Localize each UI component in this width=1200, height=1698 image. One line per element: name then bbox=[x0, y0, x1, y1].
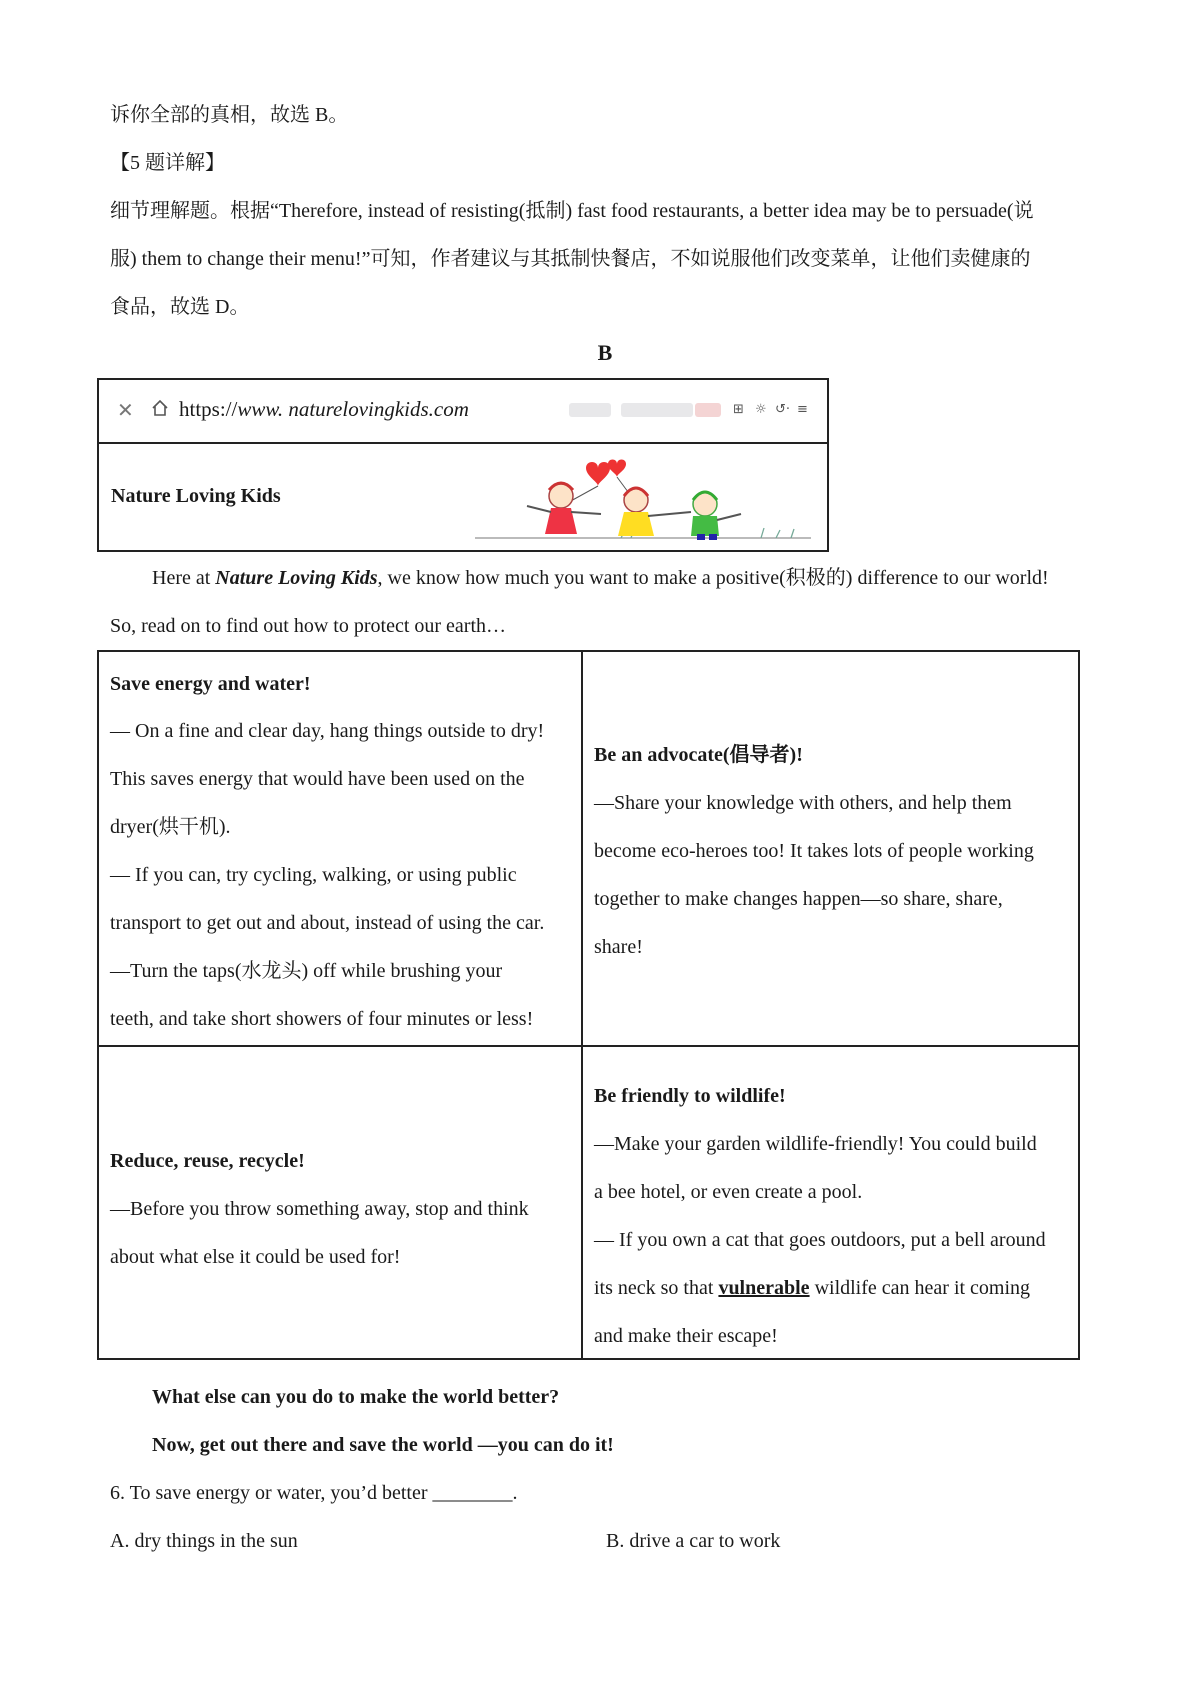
home-icon bbox=[151, 399, 169, 417]
site-title: Nature Loving Kids bbox=[111, 485, 281, 507]
cell-title: Be friendly to wildlife! bbox=[594, 1085, 786, 1107]
cell-line: — On a fine and clear day, hang things outside to dry! bbox=[110, 720, 545, 742]
cell-line: —Make your garden wildlife-friendly! You could build bbox=[594, 1133, 1037, 1155]
explanation-line: 诉你全部的真相，故选 B。 bbox=[110, 104, 349, 126]
cell-line: — If you can, try cycling, walking, or using public bbox=[110, 864, 517, 886]
closing-question: What else can you do to make the world better? bbox=[152, 1386, 560, 1408]
cell-line: —Before you throw something away, stop and think bbox=[110, 1198, 529, 1220]
option-a: A. dry things in the sun bbox=[110, 1530, 298, 1552]
intro-paragraph: Here at Nature Loving Kids, we know how much you want to make a positive(积极的) difference to our world! bbox=[152, 567, 1049, 589]
question-5-heading: 【5 题详解】 bbox=[110, 152, 225, 174]
question-6-stem: 6. To save energy or water, you’d better ________. bbox=[110, 1482, 518, 1504]
cell-line: —Turn the taps(水龙头) off while brushing your bbox=[110, 960, 503, 982]
cell-line: its neck so that vulnerable wildlife can hear it coming bbox=[594, 1277, 1031, 1299]
cell-line: This saves energy that would have been used on the bbox=[110, 768, 525, 790]
undo-icon: ↺· bbox=[775, 402, 791, 417]
toolbar-search-box bbox=[621, 403, 693, 417]
menu-icon: ≡ bbox=[797, 402, 808, 417]
close-icon: ✕ bbox=[117, 398, 134, 422]
cell-line: transport to get out and about, instead of using the car. bbox=[110, 912, 545, 934]
explanation-line: 细节理解题。根据“Therefore, instead of resisting(抵制) fast food restaurants, a better idea may be to persuade(说 bbox=[110, 200, 1034, 222]
url-text: https://www. naturelovingkids.com bbox=[179, 397, 469, 421]
toolbar-extension bbox=[569, 403, 611, 417]
cell-line: a bee hotel, or even create a pool. bbox=[594, 1181, 863, 1203]
option-b: B. drive a car to work bbox=[606, 1530, 781, 1552]
underlined-word: vulnerable bbox=[718, 1277, 810, 1299]
grid-icon: ⊞ bbox=[733, 402, 744, 417]
settings-icon: ☼ bbox=[755, 402, 767, 417]
cell-line: teeth, and take short showers of four minutes or less! bbox=[110, 1008, 534, 1030]
cell-line: dryer(烘干机). bbox=[110, 816, 231, 838]
kids-illustration bbox=[471, 456, 817, 546]
website-mockup bbox=[97, 378, 829, 552]
cell-line: become eco-heroes too! It takes lots of people working bbox=[594, 840, 1034, 862]
intro-paragraph-end: So, read on to find out how to protect our earth… bbox=[110, 615, 507, 637]
cell-line: about what else it could be used for! bbox=[110, 1246, 401, 1268]
cell-title: Reduce, reuse, recycle! bbox=[110, 1150, 305, 1172]
cell-line: together to make changes happen—so share, share, bbox=[594, 888, 1003, 910]
cell-line: and make their escape! bbox=[594, 1325, 778, 1347]
cell-line: —Share your knowledge with others, and help them bbox=[594, 792, 1012, 814]
tips-table bbox=[97, 650, 1080, 1360]
toolbar-badge bbox=[695, 403, 721, 417]
explanation-line: 食品，故选 D。 bbox=[110, 296, 250, 318]
address-bar bbox=[99, 380, 827, 444]
cell-line: share! bbox=[594, 936, 643, 958]
cell-title: Save energy and water! bbox=[110, 673, 311, 695]
explanation-line: 服) them to change their menu!”可知，作者建议与其抵制快餐店，不如说服他们改变菜单，让他们卖健康的 bbox=[110, 248, 1031, 270]
cell-line: — If you own a cat that goes outdoors, put a bell around bbox=[594, 1229, 1046, 1251]
cell-title: Be an advocate(倡导者)! bbox=[594, 744, 803, 766]
closing-call-to-action: Now, get out there and save the world —you can do it! bbox=[152, 1434, 614, 1456]
section-label: B bbox=[597, 340, 613, 365]
